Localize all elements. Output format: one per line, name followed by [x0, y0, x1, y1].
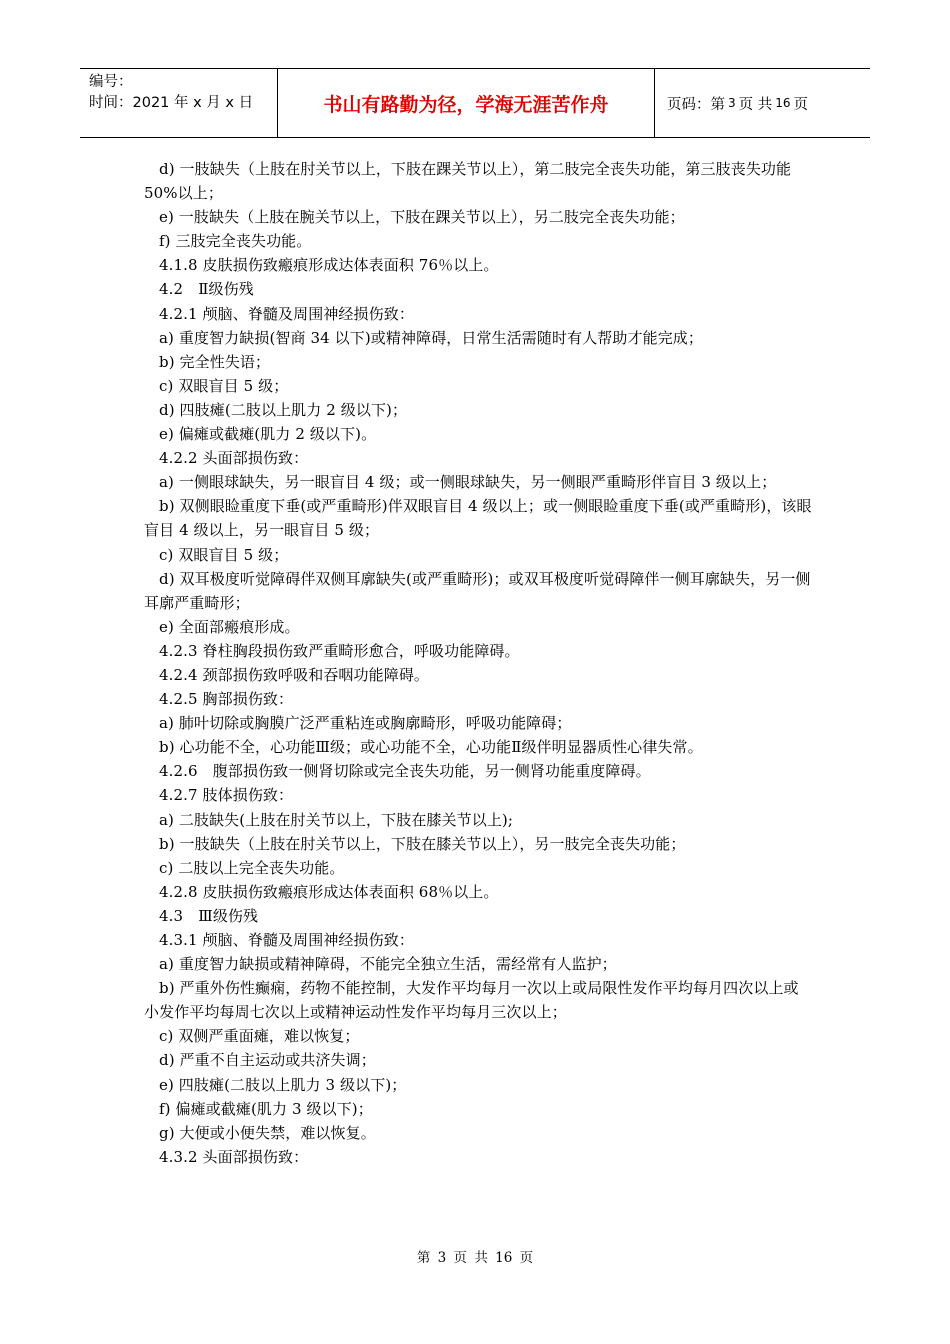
paragraph: 4.2.1 颅脑、脊髓及周围神经损伤致： — [159, 304, 414, 323]
paragraph: f) 三肢完全丧失功能。 — [159, 232, 312, 251]
paragraph: d) 四肢瘫(二肢以上肌力 2 级以下)； — [159, 400, 408, 419]
paragraph: 4.2.2 头面部损伤致： — [159, 449, 309, 468]
paragraph: 4.1.8 皮肤损伤致瘢痕形成达体表面积 76％以上。 — [159, 256, 499, 275]
paragraph: c) 双侧严重面瘫，难以恢复； — [159, 1027, 360, 1046]
paragraph: 4.2.7 肢体损伤致： — [159, 786, 294, 805]
page-header — [80, 68, 870, 138]
paragraph: 4.2.4 颈部损伤致呼吸和吞咽功能障碍。 — [159, 665, 430, 684]
header-info-cell — [80, 69, 278, 137]
paragraph: e) 四肢瘫(二肢以上肌力 3 级以下)； — [159, 1075, 407, 1094]
paragraph: b) 双侧眼睑重度下垂(或严重畸形)伴双眼盲目 4 级以上；或一侧眼睑重度下垂(或严重畸形)，该眼盲目 4 级以上，另一眼盲目 5 级； — [144, 497, 812, 540]
paragraph: c) 双眼盲目 5 级； — [159, 376, 289, 395]
paragraph: 4.3.2 头面部损伤致： — [159, 1147, 309, 1166]
page-footer — [0, 1246, 950, 1266]
paragraph: a) 肺叶切除或胸膜广泛严重粘连或胸廓畸形，呼吸功能障碍； — [159, 714, 572, 733]
paragraph: a) 二肢缺失(上肢在肘关节以上，下肢在膝关节以上); — [159, 810, 514, 829]
page-total: 16 — [775, 96, 791, 110]
header-page-cell — [655, 69, 870, 137]
paragraph: a) 重度智力缺损(智商 34 以下)或精神障碍，日常生活需随时有人帮助才能完成； — [159, 328, 703, 347]
paragraph: c) 双眼盲目 5 级； — [159, 545, 289, 564]
paragraph: f) 偏瘫或截瘫(肌力 3 级以下)； — [159, 1099, 373, 1118]
paragraph: e) 全面部瘢痕形成。 — [159, 617, 300, 636]
paragraph: a) 重度智力缺损或精神障碍，不能完全独立生活，需经常有人监护； — [159, 955, 617, 974]
paragraph: g) 大便或小便失禁，难以恢复。 — [159, 1123, 376, 1142]
document-number-label: 编号： — [89, 74, 133, 90]
header-motto-cell — [278, 69, 655, 137]
paragraph: b) 心功能不全，心功能Ⅲ级；或心功能不全，心功能Ⅱ级伴明显器质性心律失常。 — [159, 738, 703, 757]
paragraph: b) 一肢缺失（上肢在肘关节以上，下肢在膝关节以上），另一肢完全丧失功能； — [159, 834, 686, 853]
document-body — [144, 157, 812, 1169]
paragraph: c) 二肢以上完全丧失功能。 — [159, 858, 345, 877]
section-heading: 4.3 Ⅲ级伤残 — [159, 906, 259, 925]
section-heading: 4.2 Ⅱ级伤残 — [159, 280, 254, 299]
paragraph: b) 严重外伤性癫痫，药物不能控制，大发作平均每月一次以上或局限性发作平均每月四次以上或小发作平均每周七次以上或精神运动性发作平均每月三次以上； — [144, 979, 799, 1022]
document-date-label: 时间：2021 年 x 月 x 日 — [89, 95, 254, 111]
footer-page-number: 第 3 页 共 16 页 — [416, 1250, 534, 1266]
page-current: 3 — [728, 96, 736, 110]
paragraph: d) 双耳极度听觉障碍伴双侧耳廓缺失(或严重畸形)；或双耳极度听觉碍障伴一侧耳廓缺失，另一侧耳廓严重畸形； — [144, 569, 811, 612]
paragraph: 4.2.8 皮肤损伤致瘢痕形成达体表面积 68％以上。 — [159, 882, 499, 901]
paragraph: e) 偏瘫或截瘫(肌力 2 级以下)。 — [159, 425, 377, 444]
page-prefix: 页码：第 — [667, 96, 725, 113]
paragraph: d) 严重不自主运动或共济失调； — [159, 1051, 376, 1070]
paragraph: e) 一肢缺失（上肢在腕关节以上，下肢在踝关节以上），另二肢完全丧失功能； — [159, 208, 685, 227]
paragraph: 4.3.1 颅脑、脊髓及周围神经损伤致： — [159, 931, 414, 949]
header-motto: 书山有路勤为径，学海无涯苦作舟 — [323, 93, 609, 116]
paragraph: 4.2.5 胸部损伤致： — [159, 690, 294, 709]
page-mid: 页 共 — [738, 96, 773, 113]
paragraph: d) 一肢缺失（上肢在肘关节以上，下肢在踝关节以上），第二肢完全丧失功能，第三肢丧失功能 50%以上； — [144, 160, 792, 203]
paragraph: 4.2.6 腹部损伤致一侧肾切除或完全丧失功能，另一侧肾功能重度障碍。 — [159, 762, 651, 781]
paragraph: a) 一侧眼球缺失，另一眼盲目 4 级；或一侧眼球缺失，另一侧眼严重畸形伴盲目 3 级以上； — [159, 473, 777, 492]
paragraph: b) 完全性失语； — [159, 352, 271, 371]
paragraph: 4.2.3 脊柱胸段损伤致严重畸形愈合，呼吸功能障碍。 — [159, 641, 520, 660]
page-suffix: 页 — [793, 96, 809, 113]
